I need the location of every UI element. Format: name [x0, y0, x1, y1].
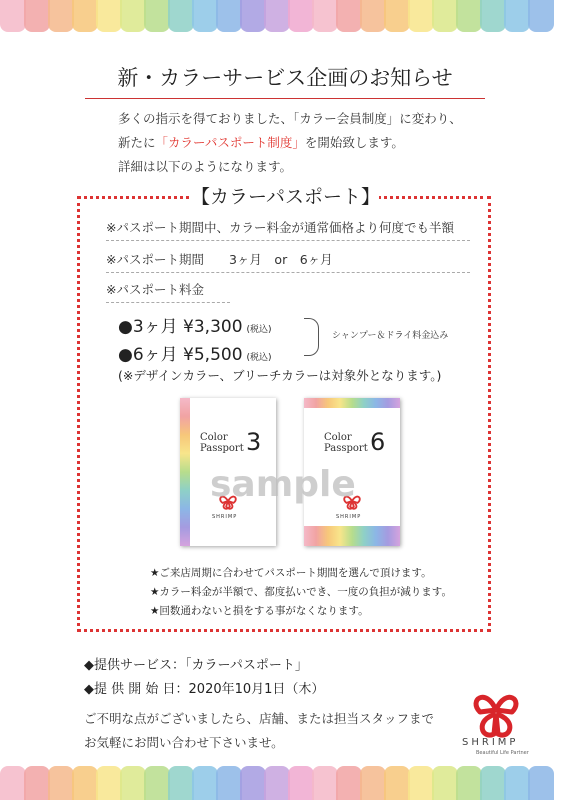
rainbow-stroke: [144, 766, 170, 800]
rainbow-stroke: [168, 0, 194, 32]
rainbow-stroke: [504, 0, 530, 32]
shrimp-heart-logo-icon: [466, 682, 526, 742]
rainbow-stroke: [432, 0, 458, 32]
rainbow-stroke: [360, 0, 386, 32]
rainbow-strip: [304, 526, 400, 546]
page-title: 新・カラーサービス企画のお知らせ: [85, 62, 485, 99]
card-title: [200, 432, 244, 454]
rainbow-stroke: [96, 0, 122, 32]
rainbow-stroke: [216, 766, 242, 800]
exclusion-note: (※デザインカラー、ブリーチカラーは対象外となります。): [118, 368, 442, 383]
rainbow-stroke: [48, 766, 74, 800]
rainbow-stroke: [360, 766, 386, 800]
intro-line-2-post: を開始致します。: [304, 135, 404, 150]
rainbow-stroke: [384, 766, 410, 800]
rainbow-stroke: [192, 0, 218, 32]
card-title-line-1: Color: [324, 432, 352, 443]
rainbow-stroke: [336, 766, 362, 800]
price-3-months-value: ●3ヶ月 ¥3,300: [118, 317, 243, 337]
rainbow-stroke: [240, 766, 266, 800]
rainbow-stroke: [0, 0, 26, 32]
intro-highlight: 「カラーパスポート制度」: [155, 135, 305, 150]
rainbow-stroke: [480, 0, 506, 32]
brace-icon: [304, 318, 319, 356]
brand-tagline: Beautiful Life Partner: [476, 750, 529, 756]
rainbow-stroke: [504, 766, 530, 800]
intro-line-1: 多くの指示を得ておりました、「カラー会員制度」に変わり、: [118, 111, 462, 126]
rainbow-stroke: [288, 0, 314, 32]
start-date: ◆提 供 開 始 日：2020年10月1日（木）: [84, 682, 325, 697]
shampoo-dry-note: シャンプー＆ドライ料金込み: [332, 331, 449, 341]
passport-fee-row: ※パスポート料金: [106, 280, 230, 303]
rainbow-stroke: [288, 766, 314, 800]
card-brand: SHRIMP: [212, 514, 238, 520]
brand-name: SHRIMP: [462, 737, 519, 748]
rainbow-stroke: [168, 766, 194, 800]
tax-label: (税込): [246, 325, 272, 335]
note-item: ★ご来店周期に合わせてパスポート期間を選んで頂けます。: [150, 567, 432, 579]
closing-text: [84, 707, 434, 755]
rainbow-stroke: [72, 766, 98, 800]
rainbow-stroke: [120, 0, 146, 32]
rainbow-stroke: [0, 766, 26, 800]
intro-line-3: 詳細は以下のようになります。: [118, 159, 293, 174]
rainbow-stroke: [264, 766, 290, 800]
price-3-months: [118, 312, 272, 337]
rainbow-stroke: [216, 0, 242, 32]
rainbow-stroke: [408, 0, 434, 32]
rainbow-stroke: [24, 0, 50, 32]
rainbow-stroke: [384, 0, 410, 32]
note-item: ★回数通わないと損をする事がなくなります。: [150, 605, 369, 617]
passport-box-title: 【カラーパスポート】: [191, 182, 379, 209]
closing-line-1: ご不明な点がございましたら、店舗、または担当スタッフまで: [84, 711, 435, 726]
rainbow-stroke: [480, 766, 506, 800]
passport-period-row: ※パスポート期間 3ヶ月 or 6ヶ月: [106, 250, 470, 273]
rainbow-strip: [304, 398, 400, 408]
rainbow-stroke: [240, 0, 266, 32]
card-title: [324, 432, 368, 454]
price-6-months: [118, 340, 272, 365]
service-name: ◆提供サービス：「カラーパスポート」: [84, 658, 308, 673]
rainbow-stroke: [456, 0, 482, 32]
intro-text: [118, 107, 462, 179]
rainbow-stroke: [48, 0, 74, 32]
card-number: 6: [370, 428, 386, 456]
rainbow-stroke: [72, 0, 98, 32]
rainbow-border-bottom: [0, 766, 570, 800]
rainbow-stroke: [336, 0, 362, 32]
rainbow-stroke: [96, 766, 122, 800]
rainbow-stroke: [192, 766, 218, 800]
tax-label: (税込): [246, 353, 272, 363]
price-6-months-value: ●6ヶ月 ¥5,500: [118, 345, 243, 365]
rainbow-stroke: [144, 0, 170, 32]
rainbow-stroke: [528, 0, 554, 32]
passport-benefit-row: ※パスポート期間中、カラー料金が通常価格より何度でも半額: [106, 218, 470, 241]
card-title-line-1: Color: [200, 432, 228, 443]
rainbow-border-top: [0, 0, 570, 32]
rainbow-stroke: [312, 0, 338, 32]
sample-watermark: sample: [210, 464, 356, 505]
rainbow-stroke: [432, 766, 458, 800]
rainbow-stroke: [408, 766, 434, 800]
intro-line-2: [118, 131, 462, 155]
card-number: 3: [246, 428, 262, 456]
rainbow-stroke: [312, 766, 338, 800]
note-item: ★カラー料金が半額で、都度払いでき、一度の負担が減ります。: [150, 586, 452, 598]
rainbow-stroke: [456, 766, 482, 800]
intro-line-2-pre: 新たに: [118, 135, 156, 150]
rainbow-stroke: [120, 766, 146, 800]
rainbow-stroke: [24, 766, 50, 800]
card-title-line-2: Passport: [200, 443, 244, 454]
rainbow-strip: [180, 398, 190, 546]
rainbow-stroke: [264, 0, 290, 32]
card-brand: SHRIMP: [336, 514, 362, 520]
rainbow-stroke: [528, 766, 554, 800]
closing-line-2: お気軽にお問い合わせ下さいませ。: [84, 735, 284, 750]
card-title-line-2: Passport: [324, 443, 368, 454]
